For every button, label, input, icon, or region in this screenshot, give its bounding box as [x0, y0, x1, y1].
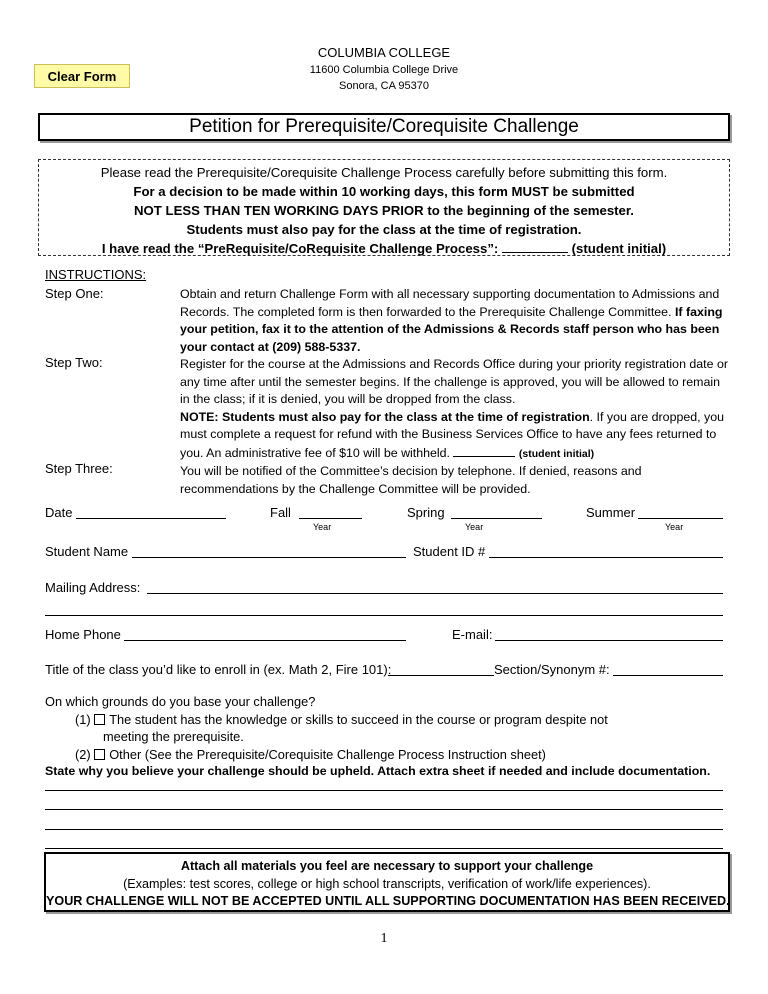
state-why-instruction: State why you believe your challenge should be upheld. Attach extra sheet if needed and include documentation. — [45, 764, 711, 778]
option-1-number: (1) — [75, 711, 91, 727]
step-two-note-bold: Students must also pay for the class at the time of registration — [222, 409, 590, 424]
email-label: E-mail: — [452, 627, 493, 642]
mailing-address-label: Mailing Address: — [45, 580, 141, 595]
option-2-number: (2) — [75, 746, 91, 762]
step-two-text-a: Register for the course at the Admissions and Records Office during your priority registration date or any time after until the semester begins. If the challenge is approved, you will be allowed to remain in the class; if it is denied, you will be dropped from the class. — [180, 357, 728, 406]
home-phone-label: Home Phone — [45, 627, 121, 642]
step-one-text — [180, 286, 732, 356]
college-name: COLUMBIA COLLEGE — [317, 45, 451, 60]
step-two-text: Register for the course at the Admissions and Records Office during your priority registration date or any time after until the semester begins. If the challenge is approved, you will be allowed to remain in the class; if it is denied, you will be dropped from the class. NOTE: Students must also pay for the class at the time of registration. If you are dropped, you must complete a request for refund with the Business Services Office to have any fees returned to you. An administrative fee of $10 will be withheld. (student initial) — [180, 357, 728, 460]
spring-label: Spring — [407, 505, 445, 520]
fall-year-field[interactable] — [299, 518, 362, 519]
notice-line5 — [39, 239, 729, 258]
explanation-line-4[interactable] — [45, 848, 723, 849]
not-accepted-warning: YOUR CHALLENGE WILL NOT BE ACCEPTED UNTIL ALL SUPPORTING DOCUMENTATION HAS BEEN RECEIVED. — [46, 894, 730, 908]
supporting-documents-box — [44, 852, 730, 912]
notice-line1: Please read the Prerequisite/Corequisite Challenge Process carefully before submitting this form. — [100, 165, 668, 180]
clear-form-button[interactable]: Clear Form — [34, 64, 130, 88]
fall-label: Fall — [270, 505, 291, 520]
explanation-line-2[interactable] — [45, 809, 723, 810]
email-field[interactable] — [495, 640, 723, 641]
student-id-field[interactable] — [489, 557, 723, 558]
notice-line5-text: I have read the “PreRequisite/CoRequisite Challenge Process”: — [101, 241, 499, 256]
option-2-checkbox[interactable] — [94, 749, 105, 760]
date-label: Date — [45, 505, 73, 520]
date-field[interactable] — [76, 518, 226, 519]
option-1-text: The student has the knowledge or skills to succeed in the course or program despite not — [109, 711, 608, 727]
option-1-checkbox[interactable] — [94, 714, 105, 725]
page-number: 1 — [380, 931, 388, 946]
fall-year-caption: Year — [313, 522, 332, 532]
step-two-initial-field[interactable] — [453, 444, 515, 457]
spring-year-field[interactable] — [451, 518, 542, 519]
step-two-text-b: . If you are dropped, you must complete a request for refund with the Business Services Office to have any fees returned to you. An administrative fee of $10 will be withheld. — [180, 409, 724, 460]
step-one-label: Step One: — [45, 286, 104, 301]
college-address-line2: Sonora, CA 95370 — [339, 80, 429, 92]
explanation-line-1[interactable] — [45, 790, 723, 791]
instructions-heading: INSTRUCTIONS: — [45, 267, 147, 282]
grounds-option-1-cont: meeting the prerequisite. — [103, 729, 244, 744]
student-name-label: Student Name — [45, 544, 129, 559]
option-2-text: Other (See the Prerequisite/Corequisite Challenge Process Instruction sheet) — [109, 746, 546, 762]
mailing-address-field-line2[interactable] — [45, 615, 723, 616]
attach-materials-examples: (Examples: test scores, college or high school transcripts, verification of work/life experiences). — [123, 876, 651, 891]
summer-label: Summer — [586, 505, 636, 520]
step-three-text: You will be notified of the Committee’s decision by telephone. If denied, reasons and recommendations by the Challenge Committee will be provided. — [180, 464, 642, 496]
notice-line2: For a decision to be made within 10 working days, this form MUST be submitted — [133, 184, 635, 199]
home-phone-field[interactable] — [124, 640, 406, 641]
summer-year-caption: Year — [665, 522, 684, 532]
notice-box — [38, 159, 730, 256]
step-three-label: Step Three: — [45, 461, 113, 476]
summer-year-field[interactable] — [638, 518, 723, 519]
explanation-line-3[interactable] — [45, 829, 723, 830]
instructions-text — [180, 286, 732, 498]
form-title: Petition for Prerequisite/Corequisite Challenge — [38, 113, 730, 141]
notice-line3: NOT LESS THAN TEN WORKING DAYS PRIOR to the beginning of the semester. — [134, 203, 634, 218]
section-label: Section/Synonym #: — [494, 662, 610, 677]
step-one-text-a: Obtain and return Challenge Form with all necessary supporting documentation to Admissions and Records. The completed form is then forwarded to the Prerequisite Challenge Committee. — [180, 287, 720, 319]
student-initial-field[interactable] — [502, 240, 568, 253]
grounds-option-1 — [45, 711, 735, 729]
section-field[interactable] — [613, 675, 723, 676]
grounds-option-2 — [45, 746, 735, 764]
step-one-fax-note: If faxing your petition, fax it to the attention of the Admissions & Records staff person who has been your contact at (209) 588-5337. — [180, 304, 723, 354]
notice-line5-initial: (student initial) — [571, 241, 667, 256]
class-title-label: Title of the class you’d like to enroll in (ex. Math 2, Fire 101): — [45, 662, 392, 677]
grounds-section — [45, 693, 735, 781]
student-id-label: Student ID # — [413, 544, 486, 559]
class-title-field[interactable] — [388, 675, 494, 676]
grounds-question: On which grounds do you base your challenge? — [45, 694, 316, 709]
step-two-label: Step Two: — [45, 355, 103, 370]
student-name-field[interactable] — [132, 557, 406, 558]
attach-materials-heading: Attach all materials you feel are necessary to support your challenge — [180, 859, 594, 873]
step-two-note-label: NOTE — [180, 409, 215, 424]
college-address-line1: 11600 Columbia College Drive — [309, 64, 459, 76]
notice-line4: Students must also pay for the class at the time of registration. — [186, 222, 582, 237]
mailing-address-field[interactable] — [147, 593, 723, 594]
spring-year-caption: Year — [465, 522, 484, 532]
step-two-initial-label: (student initial) — [518, 447, 595, 460]
